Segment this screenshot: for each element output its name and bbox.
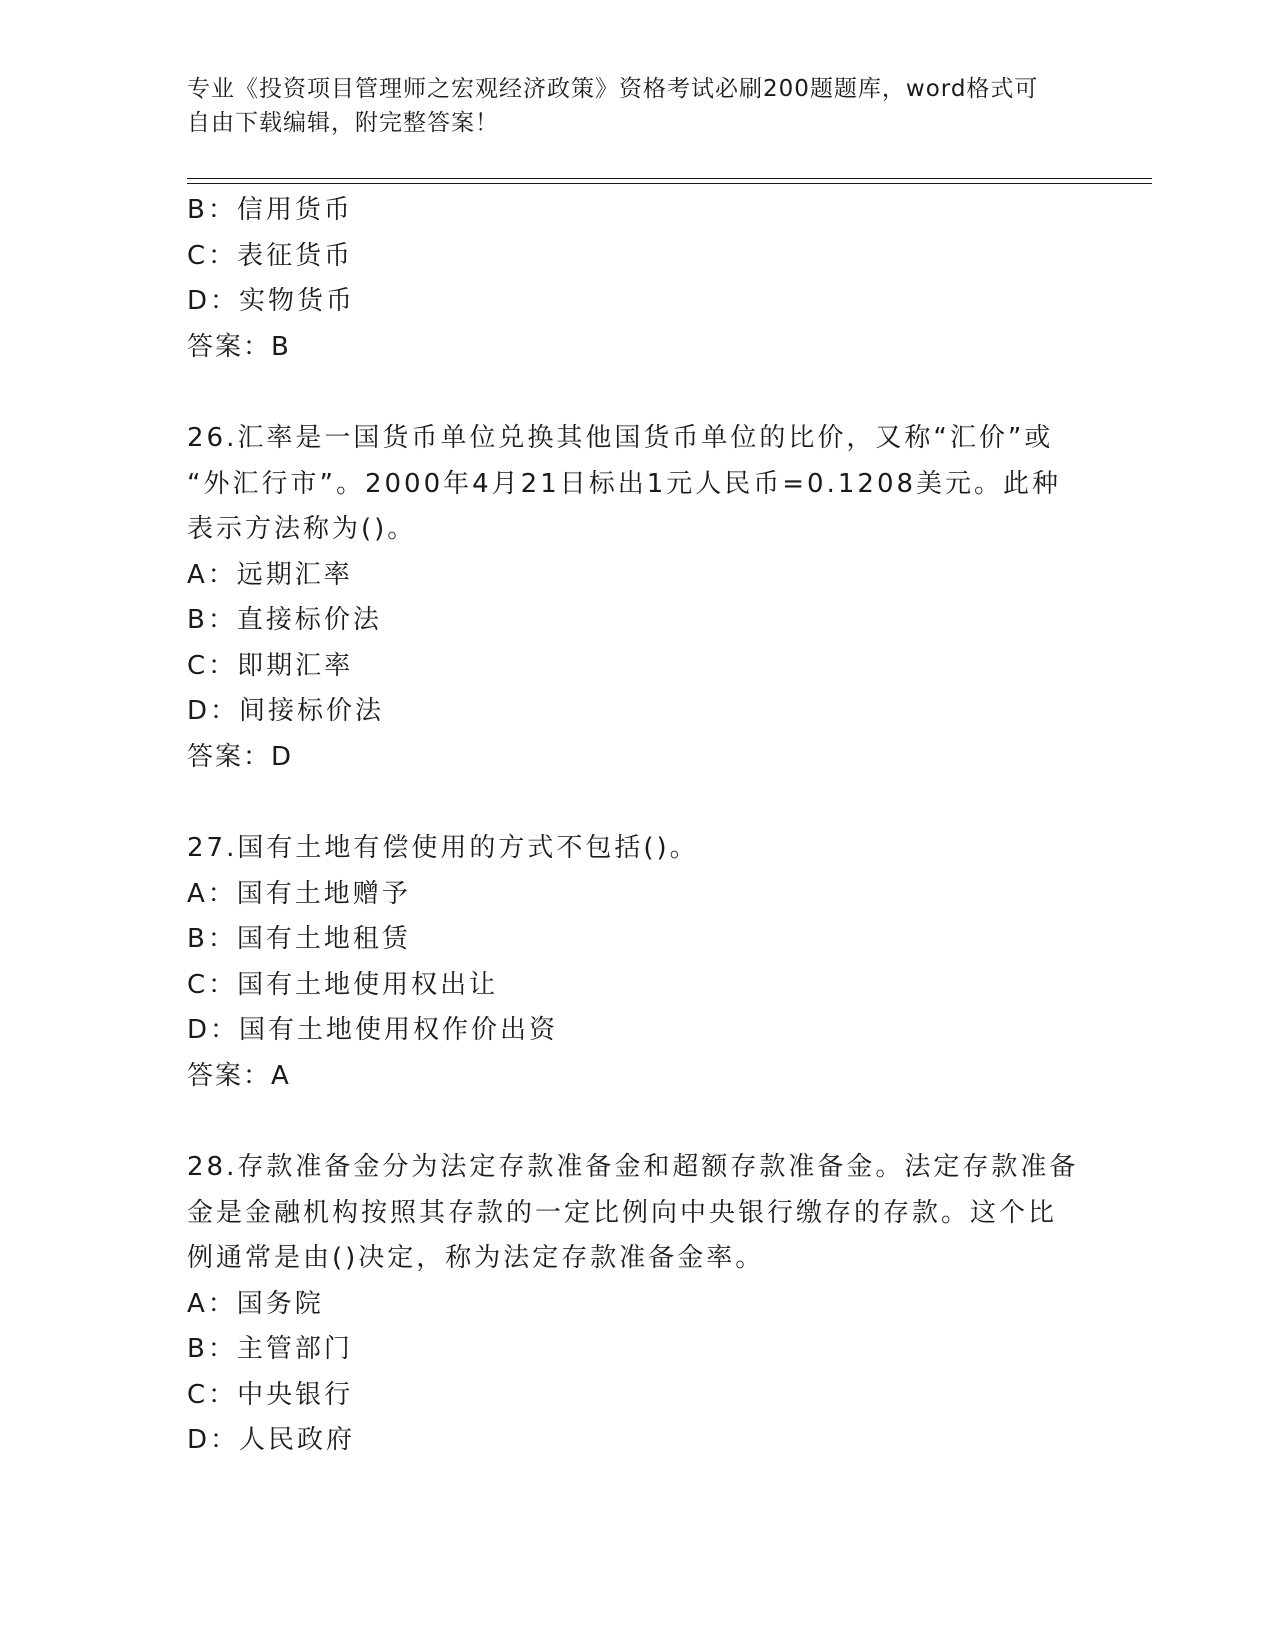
previous-question-tail (187, 188, 1087, 370)
option-d: D：实物货币 (187, 286, 356, 316)
option-b: B：信用货币 (187, 195, 353, 225)
option-c: C：表征货币 (187, 240, 354, 271)
question-text-line: 金是金融机构按照其存款的一定比例向中央银行缴存的存款。这个比 (187, 1197, 1058, 1228)
option-c: C：国有土地使用权出让 (187, 969, 499, 1000)
question-text-line: 27.国有土地有偿使用的方式不包括()。 (187, 833, 699, 863)
question-text-line: 例通常是由()决定，称为法定存款准备金率。 (187, 1243, 765, 1273)
question-26 (187, 416, 1087, 780)
option-d: D：国有土地使用权作价出资 (187, 1015, 559, 1045)
option-c: C：中央银行 (187, 1379, 354, 1410)
option-b: B：直接标价法 (187, 605, 382, 635)
question-list (187, 188, 1087, 1464)
question-text-line: 表示方法称为()。 (187, 514, 417, 544)
question-spacer (187, 1099, 1087, 1145)
answer-line: 答案：B (187, 331, 291, 362)
option-c: C：即期汇率 (187, 650, 354, 681)
option-a: A：远期汇率 (187, 559, 353, 590)
document-header (187, 72, 1067, 140)
question-28 (187, 1145, 1087, 1464)
header-line-2: 自由下载编辑，附完整答案！ (187, 110, 499, 136)
question-spacer (187, 370, 1087, 416)
option-b: B：国有土地租赁 (187, 924, 411, 954)
option-a: A：国有土地赠予 (187, 878, 411, 909)
option-b: B：主管部门 (187, 1334, 353, 1364)
question-text-line: “外汇行市”。2000年4月21日标出1元人民币=0.1208美元。此种 (187, 468, 1062, 499)
option-d: D：人民政府 (187, 1425, 356, 1455)
answer-line: 答案：D (187, 741, 294, 772)
question-text-line: 28.存款准备金分为法定存款准备金和超额存款准备金。法定存款准备 (187, 1152, 1079, 1182)
question-text-line: 26.汇率是一国货币单位兑换其他国货币单位的比价，又称“汇价”或 (187, 423, 1054, 453)
header-line-1: 专业《投资项目管理师之宏观经济政策》资格考试必刷200题题库，word格式可 (187, 76, 1039, 102)
header-divider (187, 178, 1152, 184)
question-27 (187, 826, 1087, 1099)
option-d: D：间接标价法 (187, 696, 385, 726)
answer-line: 答案：A (187, 1060, 291, 1091)
option-a: A：国务院 (187, 1288, 324, 1319)
question-spacer (187, 780, 1087, 826)
